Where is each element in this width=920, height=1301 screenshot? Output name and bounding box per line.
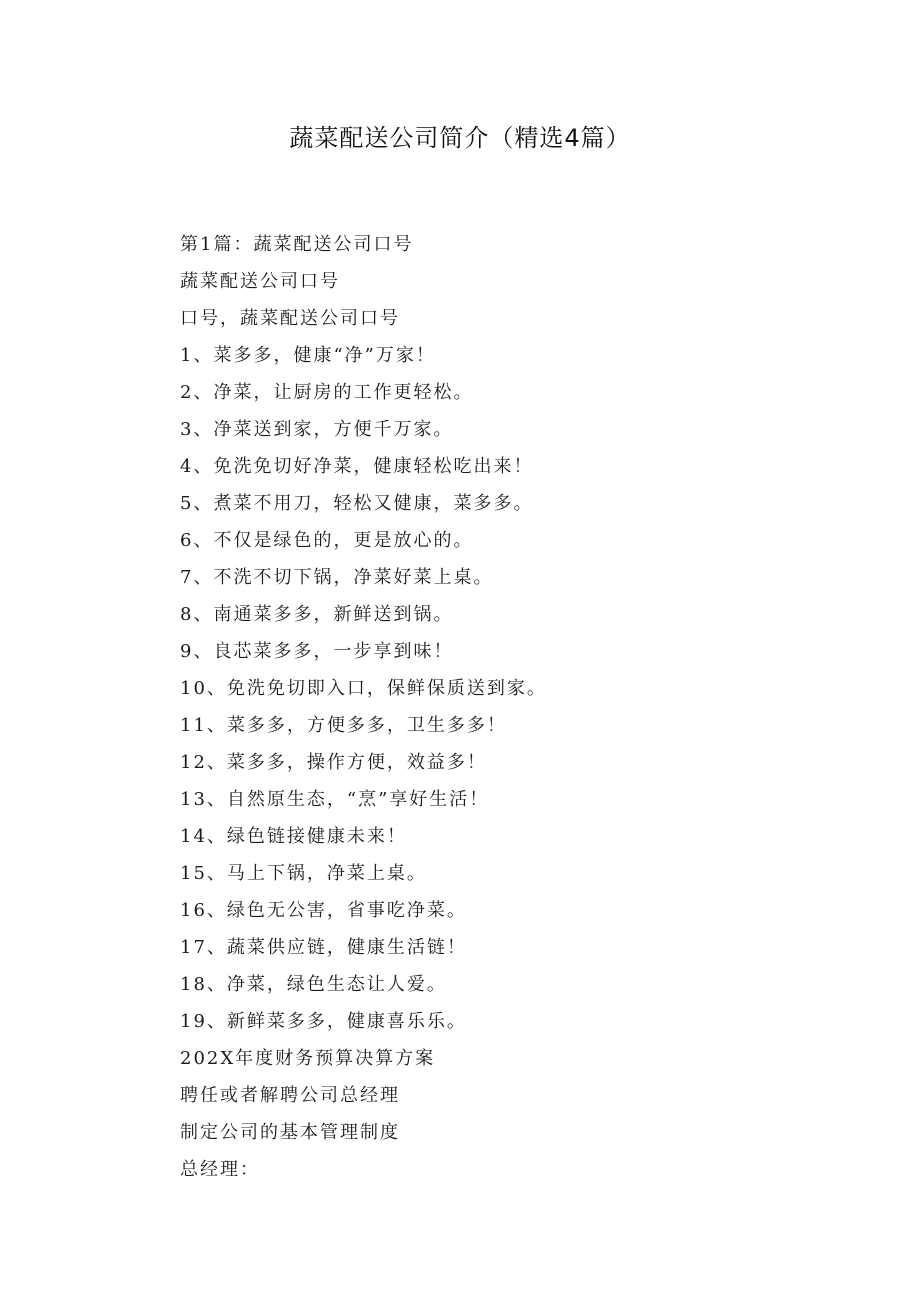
body-line: 3、净菜送到家，方便千万家。 xyxy=(180,419,454,440)
body-line: 制定公司的基本管理制度 xyxy=(180,1122,400,1143)
body-line: 14、绿色链接健康未来！ xyxy=(180,826,407,847)
body-line: 总经理： xyxy=(180,1159,260,1180)
body-line: 1、菜多多，健康“净”万家！ xyxy=(180,345,436,366)
body-line: 2、净菜，让厨房的工作更轻松。 xyxy=(180,382,474,403)
body-line: 202X年度财务预算决算方案 xyxy=(180,1048,436,1069)
body-line: 9、良芯菜多多，一步享到味！ xyxy=(180,641,454,662)
body-line: 15、马上下锅，净菜上桌。 xyxy=(180,863,427,884)
body-line: 聘任或者解聘公司总经理 xyxy=(180,1085,400,1106)
body-line: 11、菜多多，方便多多，卫生多多！ xyxy=(180,715,507,736)
body-line: 蔬菜配送公司口号 xyxy=(180,271,340,292)
body-line: 7、不洗不切下锅，净菜好菜上桌。 xyxy=(180,567,494,588)
body-line: 13、自然原生态，“烹”享好生活！ xyxy=(180,789,490,810)
document-body xyxy=(180,226,820,1188)
body-line: 18、净菜，绿色生态让人爱。 xyxy=(180,974,447,995)
document-title: 蔬菜配送公司简介（精选4篇） xyxy=(289,124,631,152)
body-line: 口号，蔬菜配送公司口号 xyxy=(180,308,400,329)
body-line: 10、免洗免切即入口，保鲜保质送到家。 xyxy=(180,678,547,699)
body-line: 12、菜多多，操作方便，效益多！ xyxy=(180,752,487,773)
body-line: 19、新鲜菜多多，健康喜乐乐。 xyxy=(180,1011,467,1032)
body-line: 第1篇：蔬菜配送公司口号 xyxy=(180,234,414,255)
body-line: 4、免洗免切好净菜，健康轻松吃出来！ xyxy=(180,456,534,477)
body-line: 5、煮菜不用刀，轻松又健康，菜多多。 xyxy=(180,493,534,514)
body-line: 17、蔬菜供应链，健康生活链！ xyxy=(180,937,467,958)
body-line: 6、不仅是绿色的，更是放心的。 xyxy=(180,530,474,551)
body-line: 16、绿色无公害，省事吃净菜。 xyxy=(180,900,467,921)
body-line: 8、南通菜多多，新鲜送到锅。 xyxy=(180,604,454,625)
